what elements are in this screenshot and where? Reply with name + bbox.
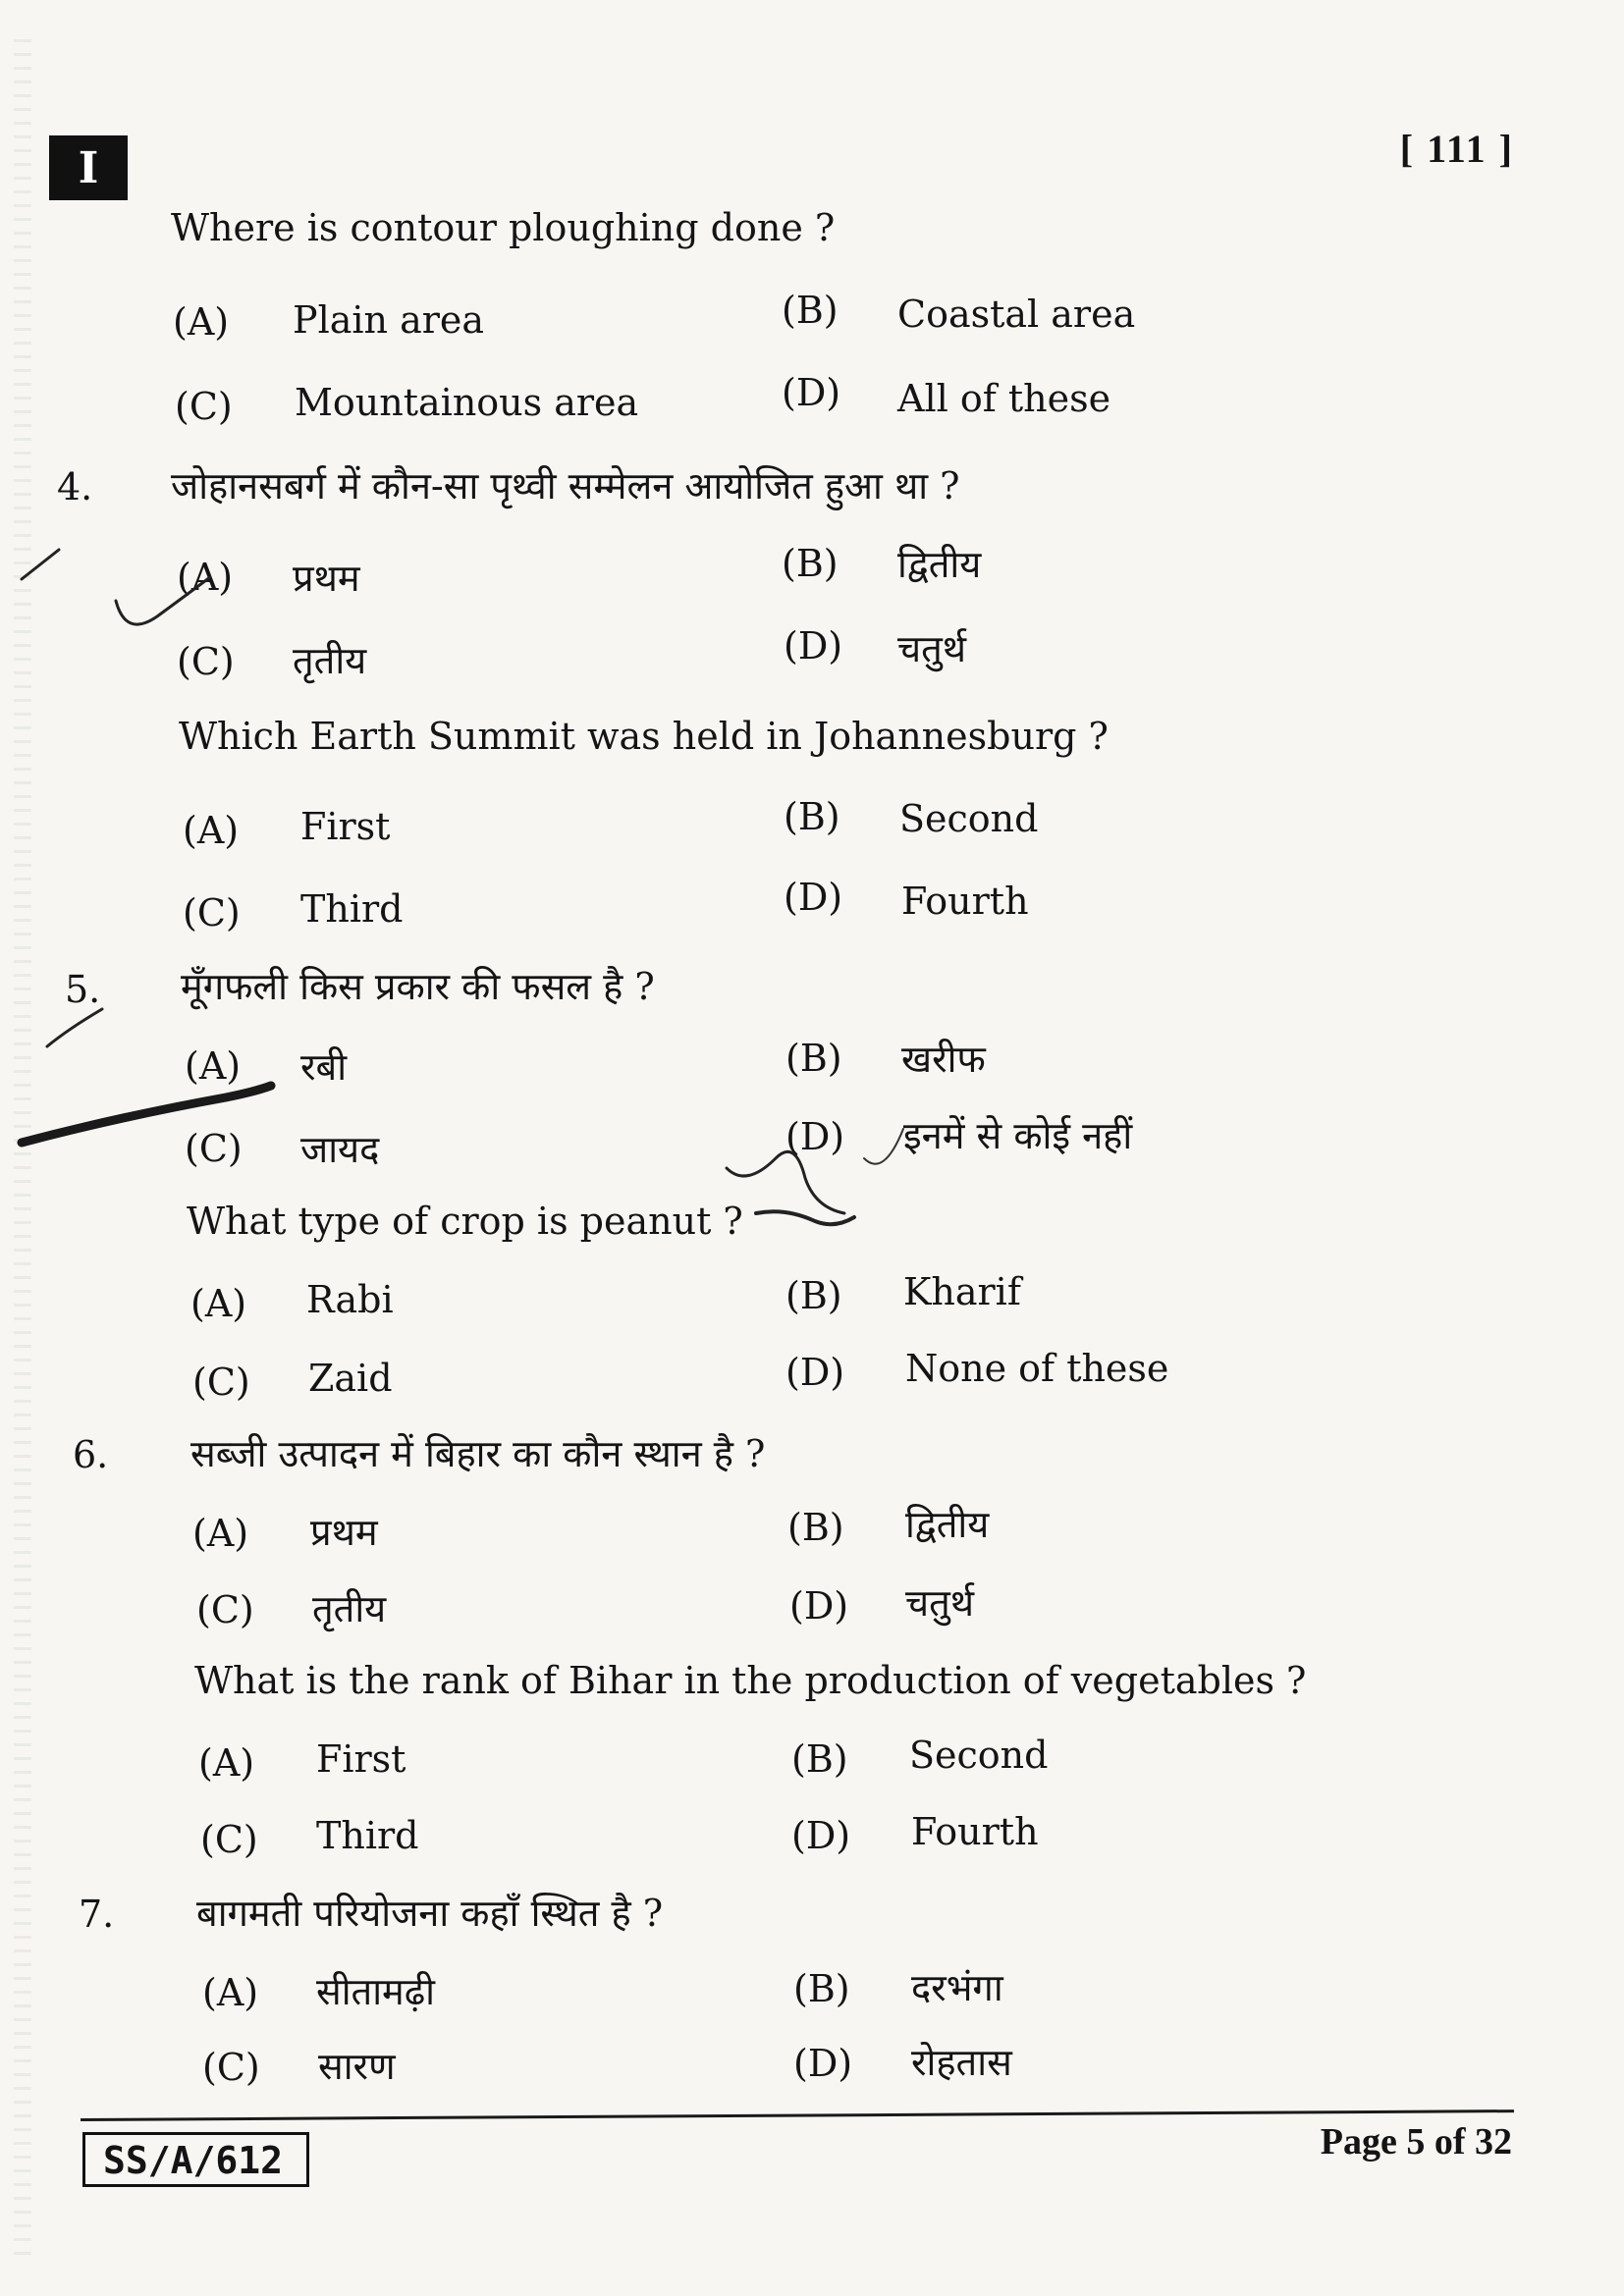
- booklet-code: SS/A/612: [82, 2132, 309, 2187]
- q5-option-c-text: जायद: [300, 1128, 380, 1171]
- q6-option-c-text: तृतीय: [312, 1587, 387, 1630]
- q4-option-b-letter: (B): [782, 542, 839, 585]
- question-4-prompt-english: Which Earth Summit was held in Johannesburg ?: [179, 715, 1109, 758]
- q5-en-option-a-text: Rabi: [306, 1278, 394, 1321]
- pen-tick-q5: [47, 1009, 102, 1046]
- scan-edge-shadow: [14, 39, 31, 2258]
- q6-en-option-c-letter: (C): [200, 1818, 258, 1861]
- question-3-prompt-english: Where is contour ploughing done ?: [171, 206, 836, 249]
- q5-en-option-d-text: None of these: [905, 1347, 1169, 1390]
- q5-option-d-letter: (D): [785, 1115, 845, 1158]
- question-5-number: 5.: [65, 968, 101, 1011]
- question-6-number: 6.: [73, 1433, 109, 1476]
- q6-en-option-b-text: Second: [909, 1734, 1049, 1777]
- q7-option-d-letter: (D): [793, 2042, 853, 2085]
- q4-option-d-letter: (D): [784, 624, 843, 667]
- section-badge: I: [49, 135, 128, 200]
- q5-en-option-c-text: Zaid: [308, 1357, 393, 1400]
- q3-option-a-letter: (A): [173, 300, 230, 344]
- q6-en-option-b-letter: (B): [791, 1737, 848, 1781]
- q7-option-b-text: दरभंगा: [911, 1966, 1003, 2009]
- q3-option-d-text: All of these: [897, 377, 1111, 420]
- q5-en-option-a-letter: (A): [190, 1282, 247, 1325]
- q5-option-b-text: खरीफ: [901, 1038, 986, 1081]
- q5-option-c-letter: (C): [185, 1127, 243, 1170]
- q3-option-c-letter: (C): [175, 385, 233, 428]
- q6-en-option-d-letter: (D): [791, 1814, 851, 1857]
- q5-en-option-b-letter: (B): [785, 1274, 842, 1317]
- question-7-number: 7.: [79, 1893, 115, 1936]
- q3-option-a-text: Plain area: [293, 298, 485, 342]
- question-5-prompt-hindi: मूँगफली किस प्रकार की फसल है ?: [181, 965, 655, 1008]
- q5-option-a-text: रबी: [300, 1045, 348, 1089]
- q6-option-d-letter: (D): [789, 1584, 849, 1628]
- q6-en-option-a-letter: (A): [198, 1741, 255, 1785]
- q4-en-option-a-text: First: [300, 805, 391, 848]
- q6-option-b-letter: (B): [787, 1506, 844, 1549]
- q6-option-c-letter: (C): [196, 1588, 254, 1631]
- q4-option-d-text: चतुर्थ: [897, 627, 967, 670]
- question-4-number: 4.: [57, 465, 93, 508]
- question-6-prompt-english: What is the rank of Bihar in the production of vegetables ?: [194, 1659, 1307, 1702]
- pen-mark-q5d: [727, 1151, 844, 1213]
- q4-option-b-text: द्वितीय: [897, 543, 982, 586]
- q5-en-option-d-letter: (D): [785, 1351, 845, 1394]
- q7-option-a-letter: (A): [202, 1971, 259, 2014]
- question-5-prompt-english: What type of crop is peanut ?: [187, 1200, 743, 1243]
- q4-option-a-letter: (A): [177, 556, 234, 599]
- q4-en-option-c-text: Third: [300, 887, 404, 931]
- q7-option-d-text: रोहतास: [911, 2041, 1012, 2084]
- q3-option-b-letter: (B): [782, 289, 839, 332]
- question-7-prompt-hindi: बागमती परियोजना कहाँ स्थित है ?: [196, 1892, 664, 1935]
- footer-rule: [81, 2109, 1514, 2121]
- q3-option-b-text: Coastal area: [897, 293, 1136, 336]
- q6-en-option-a-text: First: [316, 1737, 406, 1781]
- q3-option-c-text: Mountainous area: [295, 381, 639, 424]
- q4-en-option-b-text: Second: [899, 797, 1039, 840]
- q7-option-b-letter: (B): [793, 1967, 850, 2010]
- pen-mark-peanut: [756, 1211, 854, 1224]
- q7-option-c-text: सारण: [318, 2045, 396, 2088]
- q7-option-c-letter: (C): [202, 2046, 260, 2089]
- pen-mark-q5d-2: [864, 1129, 903, 1164]
- q5-option-a-letter: (A): [185, 1044, 242, 1088]
- q6-option-a-text: प्रथम: [310, 1511, 378, 1554]
- q6-en-option-c-text: Third: [316, 1814, 419, 1857]
- q6-option-d-text: चतुर्थ: [905, 1581, 975, 1625]
- page-number: Page 5 of 32: [1320, 2121, 1512, 2163]
- q4-en-option-d-letter: (D): [784, 876, 843, 919]
- q4-option-c-text: तृतीय: [293, 639, 367, 682]
- q5-option-b-letter: (B): [785, 1037, 842, 1080]
- paper-code: [ 111 ]: [1399, 127, 1514, 171]
- question-6-prompt-hindi: सब्जी उत्पादन में बिहार का कौन स्थान है ?: [190, 1432, 766, 1475]
- q5-en-option-c-letter: (C): [192, 1361, 250, 1404]
- q6-en-option-d-text: Fourth: [911, 1810, 1039, 1853]
- q4-en-option-c-letter: (C): [183, 891, 241, 934]
- q7-option-a-text: सीतामढ़ी: [316, 1970, 435, 2013]
- question-4-prompt-hindi: जोहानसबर्ग में कौन-सा पृथ्वी सम्मेलन आयोजित हुआ था ?: [171, 464, 960, 507]
- q3-option-d-letter: (D): [782, 371, 841, 414]
- q4-option-a-text: प्रथम: [293, 557, 360, 600]
- q5-en-option-b-text: Kharif: [903, 1270, 1021, 1313]
- q4-en-option-b-letter: (B): [784, 795, 840, 838]
- q5-option-d-text: इनमें से कोई नहीं: [903, 1114, 1133, 1157]
- q6-option-b-text: द्वितीय: [905, 1503, 990, 1546]
- q4-en-option-d-text: Fourth: [901, 880, 1029, 923]
- q4-option-c-letter: (C): [177, 640, 235, 683]
- q6-option-a-letter: (A): [192, 1512, 249, 1555]
- q4-en-option-a-letter: (A): [183, 809, 240, 852]
